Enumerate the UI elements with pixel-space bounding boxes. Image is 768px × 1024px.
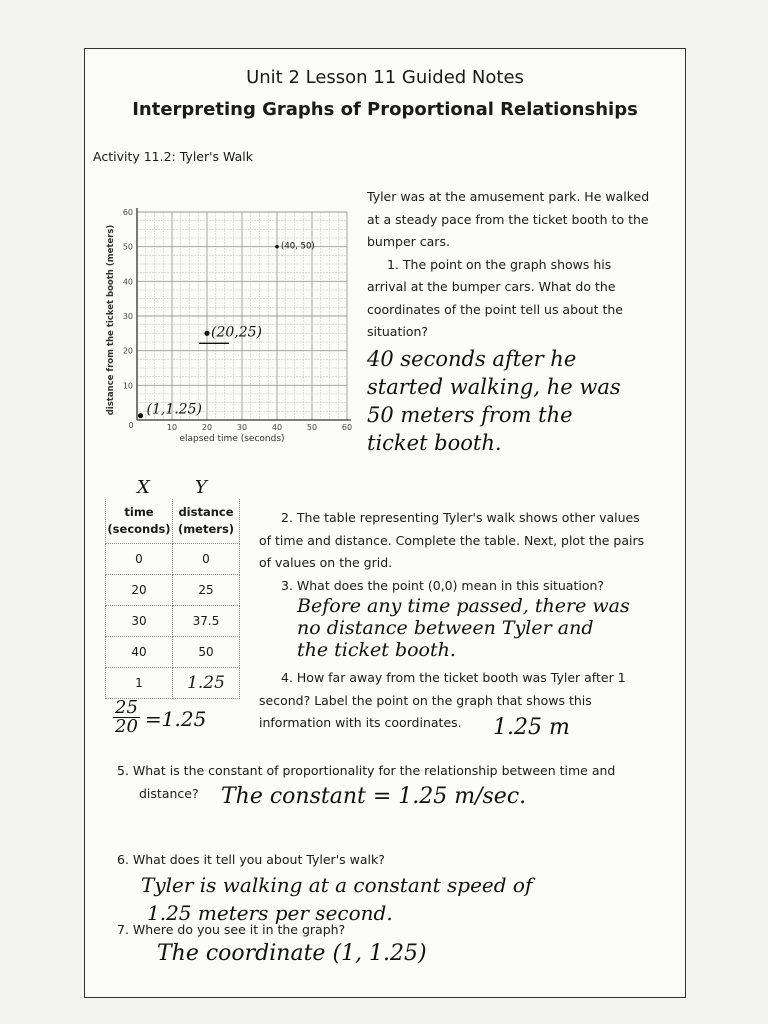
question-2-line: of values on the grid. bbox=[259, 555, 393, 570]
fraction-result: =1.25 bbox=[145, 707, 207, 731]
question-5-answer: The constant = 1.25 m/sec. bbox=[221, 784, 527, 809]
point-label: (40, 50) bbox=[281, 241, 315, 252]
table-cell: 25 bbox=[173, 575, 240, 606]
question-7-answer: The coordinate (1, 1.25) bbox=[157, 941, 427, 966]
question-4-line: information with its coordinates. bbox=[259, 715, 462, 730]
question-5-line: distance? bbox=[139, 785, 199, 801]
table-header-time: time (seconds) bbox=[106, 499, 173, 544]
table-row bbox=[106, 668, 240, 699]
answer-line: the ticket booth. bbox=[297, 639, 456, 661]
origin-label: 0 bbox=[128, 421, 134, 430]
question-6: 6. What does it tell you about Tyler's walk? bbox=[117, 852, 385, 867]
answer-line: 40 seconds after he bbox=[367, 347, 577, 371]
question-7: 7. Where do you see it in the graph? bbox=[117, 922, 346, 937]
question-2-line: of time and distance. Complete the table. Next, plot the pairs bbox=[259, 532, 645, 548]
question-4-line: second? Label the point on the graph that shows this bbox=[259, 692, 592, 708]
table-cell: 0 bbox=[106, 544, 173, 575]
x-tick-label: 20 bbox=[201, 423, 213, 432]
y-variable-label: Y bbox=[195, 477, 207, 498]
fraction-numerator: 25 bbox=[115, 697, 138, 718]
point-label: (20,25) bbox=[211, 324, 263, 341]
data-point bbox=[204, 331, 209, 336]
data-point bbox=[138, 413, 143, 418]
table-cell: 50 bbox=[173, 637, 240, 668]
y-axis-label: distance from the ticket booth (meters) bbox=[106, 224, 116, 416]
fraction-work bbox=[113, 699, 140, 736]
y-tick-label: 40 bbox=[122, 277, 133, 287]
table-row bbox=[106, 637, 240, 668]
time-distance-table bbox=[105, 499, 240, 699]
question-4 bbox=[259, 667, 679, 735]
question-4-answer: 1.25 m bbox=[493, 715, 570, 740]
table-cell: 37.5 bbox=[173, 606, 240, 637]
question-1-answer bbox=[367, 345, 621, 457]
x-axis-label: elapsed time (seconds) bbox=[179, 434, 285, 444]
fraction-denominator: 20 bbox=[115, 716, 138, 737]
answer-line: Tyler is walking at a constant speed of bbox=[141, 873, 533, 897]
y-tick-label: 60 bbox=[122, 208, 133, 217]
point-label: (1,1.25) bbox=[146, 401, 202, 418]
answer-line: 1.25 meters per second. bbox=[147, 901, 393, 925]
table-cell: 30 bbox=[106, 606, 173, 637]
intro-line: bumper cars. bbox=[367, 234, 450, 249]
table-cell: 0 bbox=[173, 544, 240, 575]
page-subtitle: Interpreting Graphs of Proportional Relationships bbox=[132, 99, 638, 120]
table-cell: 1 bbox=[106, 668, 173, 699]
table-cell: 40 bbox=[106, 637, 173, 668]
question-3-answer bbox=[297, 595, 630, 661]
answer-line: no distance between Tyler and bbox=[297, 617, 594, 639]
y-tick-label: 30 bbox=[122, 312, 133, 321]
question-3: 3. What does the point (0,0) mean in this situation? bbox=[281, 577, 605, 593]
y-tick-label: 50 bbox=[122, 242, 133, 252]
question-2-line: 2. The table representing Tyler's walk shows other values bbox=[281, 510, 640, 525]
x-tick-label: 60 bbox=[341, 423, 353, 432]
intro-line: at a steady pace from the ticket booth to the bbox=[367, 211, 649, 227]
answer-line: started walking, he was bbox=[367, 375, 621, 399]
answer-line: ticket booth. bbox=[367, 431, 502, 455]
table-header-distance: distance (meters) bbox=[173, 499, 240, 544]
worksheet-page bbox=[84, 48, 686, 998]
x-tick-label: 10 bbox=[166, 423, 178, 432]
x-tick-label: 40 bbox=[271, 423, 283, 432]
question-2 bbox=[259, 507, 679, 597]
question-1-line: 1. The point on the graph shows his bbox=[387, 256, 612, 272]
question-5-line: 5. What is the constant of proportionality for the relationship between time and bbox=[117, 763, 616, 778]
intro-text bbox=[367, 186, 682, 344]
question-1-line: situation? bbox=[367, 324, 429, 339]
answer-line: Before any time passed, there was bbox=[297, 595, 630, 617]
distance-time-graph bbox=[97, 204, 359, 449]
y-tick-label: 10 bbox=[122, 381, 133, 391]
data-point bbox=[275, 245, 279, 249]
page-title: Unit 2 Lesson 11 Guided Notes bbox=[246, 67, 524, 88]
answer-line: 50 meters from the bbox=[367, 403, 573, 427]
question-1-line: coordinates of the point tell us about the bbox=[367, 301, 623, 317]
question-4-line: 4. How far away from the ticket booth was Tyler after 1 bbox=[281, 670, 626, 685]
table-header-row bbox=[106, 499, 240, 544]
x-variable-label: X bbox=[137, 477, 150, 498]
x-tick-label: 50 bbox=[306, 423, 318, 432]
x-tick-label: 30 bbox=[236, 423, 248, 432]
table-cell-handwritten: 1.25 bbox=[173, 668, 240, 699]
intro-line: Tyler was at the amusement park. He walked bbox=[367, 189, 650, 204]
table-cell: 20 bbox=[106, 575, 173, 606]
question-1-line: arrival at the bumper cars. What do the bbox=[367, 279, 616, 294]
table-row bbox=[106, 544, 240, 575]
y-tick-label: 20 bbox=[122, 346, 133, 356]
activity-heading: Activity 11.2: Tyler's Walk bbox=[93, 149, 253, 164]
table-row bbox=[106, 606, 240, 637]
table-row bbox=[106, 575, 240, 606]
